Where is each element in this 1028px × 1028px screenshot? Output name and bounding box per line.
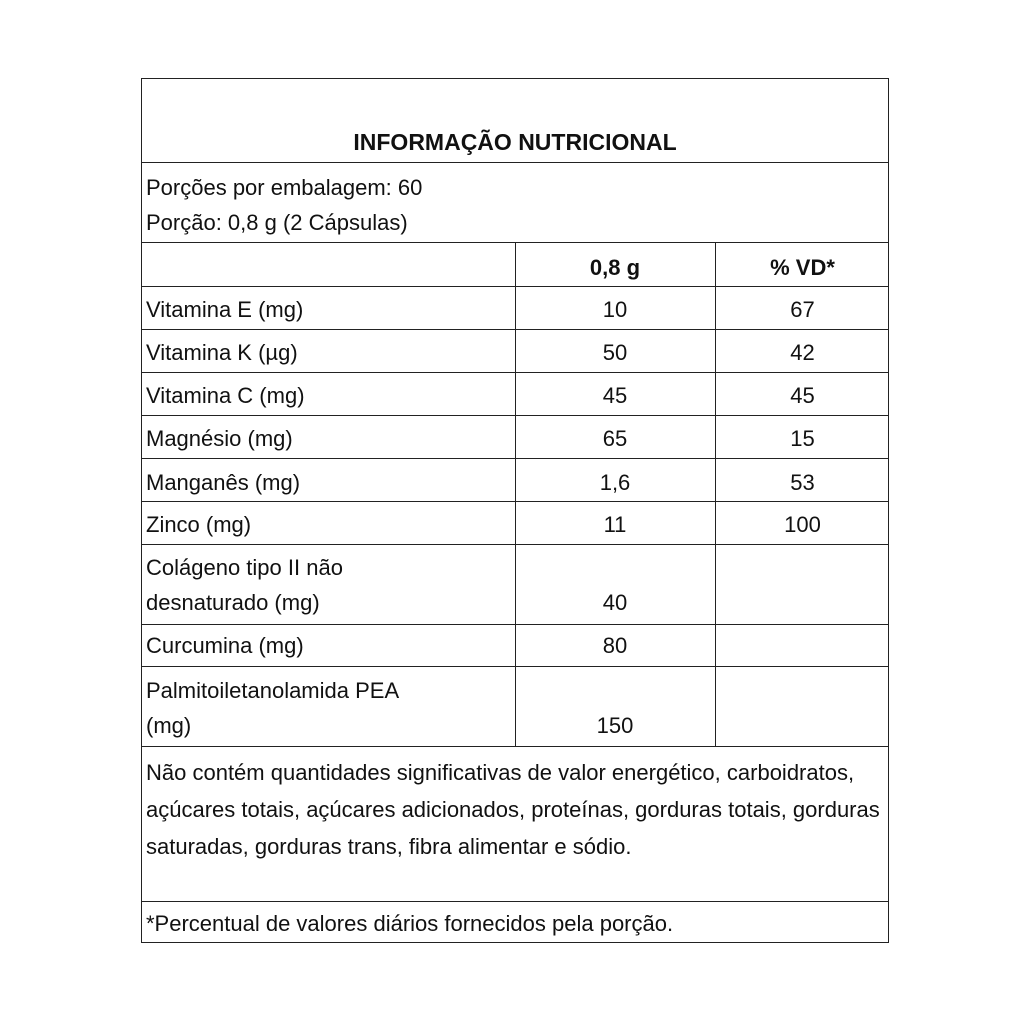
nutrient-name: Colágeno tipo II não <box>146 555 343 580</box>
servings-per-package: Porções por embalagem: 60 <box>146 175 423 200</box>
nutrient-amount: 10 <box>602 297 628 322</box>
nutrient-name: Manganês (mg) <box>146 470 301 495</box>
nutrient-amount: 80 <box>602 633 628 658</box>
not-significant-note: Não contém quantidades significativas de valor energético, carboidratos, açúcares totais, açúcares adicionados, proteínas, gorduras totais, gorduras saturadas, gorduras trans, fibra alimentar e sódio. <box>146 760 880 859</box>
divider <box>142 286 888 287</box>
divider <box>142 162 888 163</box>
divider <box>142 329 888 330</box>
nutrient-amount: 50 <box>602 340 628 365</box>
nutrient-amount: 150 <box>596 713 634 738</box>
nutrient-amount: 45 <box>602 383 628 408</box>
nutrient-name: Vitamina K (µg) <box>146 340 298 365</box>
nutrient-name: Curcumina (mg) <box>146 633 304 658</box>
divider <box>142 666 888 667</box>
divider <box>142 746 888 747</box>
nutrient-dv: 45 <box>790 383 815 408</box>
nutrient-dv: 42 <box>790 340 815 365</box>
divider <box>142 544 888 545</box>
nutrient-dv: 15 <box>790 426 815 451</box>
nutrient-amount: 65 <box>602 426 628 451</box>
nutrient-name: Vitamina E (mg) <box>146 297 304 322</box>
divider <box>142 624 888 625</box>
nutrition-facts-table <box>141 78 889 943</box>
nutrient-amount: 1,6 <box>599 470 631 495</box>
divider <box>142 901 888 902</box>
nutrient-dv: 100 <box>784 512 821 537</box>
nutrient-name: Vitamina C (mg) <box>146 383 305 408</box>
nutrient-name: Zinco (mg) <box>146 512 252 537</box>
divider <box>142 501 888 502</box>
serving-size: Porção: 0,8 g (2 Cápsulas) <box>146 210 408 235</box>
amount-column-header: 0,8 g <box>589 255 641 280</box>
nutrient-name-continued: desnaturado (mg) <box>146 590 320 615</box>
nutrient-dv: 67 <box>790 297 815 322</box>
nutrient-amount: 11 <box>603 512 627 537</box>
nutrient-amount: 40 <box>602 590 628 615</box>
dv-column-header: % VD* <box>770 255 835 280</box>
divider <box>142 415 888 416</box>
nutrient-name: Palmitoiletanolamida PEA <box>146 678 400 703</box>
divider <box>142 458 888 459</box>
daily-value-footnote: *Percentual de valores diários fornecidos pela porção. <box>146 911 674 936</box>
nutrient-name-continued: (mg) <box>146 713 192 738</box>
nutrient-name: Magnésio (mg) <box>146 426 293 451</box>
divider <box>142 372 888 373</box>
nutrient-dv: 53 <box>790 470 815 495</box>
table-title: INFORMAÇÃO NUTRICIONAL <box>353 129 677 155</box>
